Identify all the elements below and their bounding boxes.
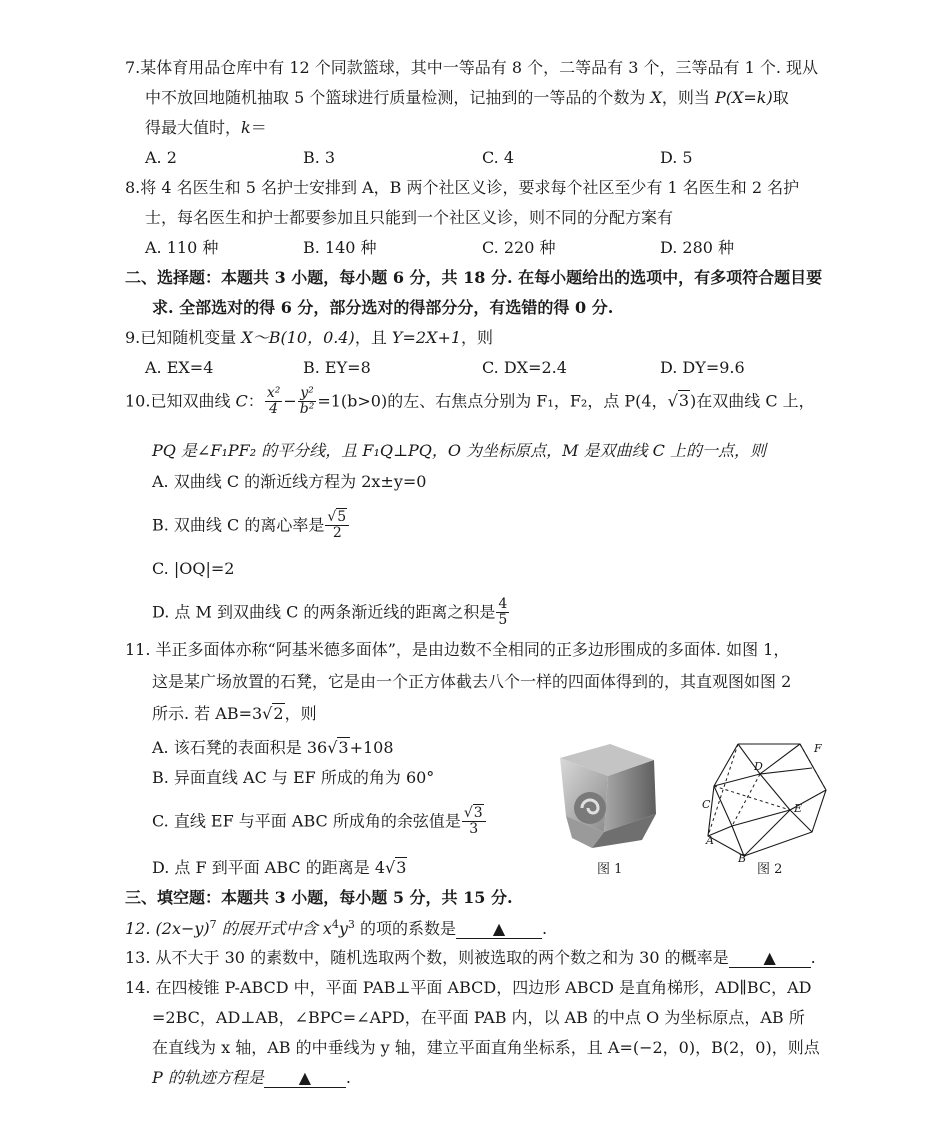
q9-option-c: C. DX=2.4 xyxy=(482,358,567,377)
q11-option-d-text: D. 点 F 到平面 ABC 的距离是 4 xyxy=(152,858,385,877)
q10-option-b-text: B. 双曲线 C 的离心率是 xyxy=(152,515,325,535)
q7-x: X xyxy=(650,88,662,107)
q8-line2: 士，每名医生和护士都要参加且只能到一个社区义诊，则不同的分配方案有 xyxy=(145,208,674,227)
q10-frac-x-den: 4 xyxy=(269,401,279,418)
q8-option-b: B. 140 种 xyxy=(303,238,377,257)
q10-tail: )在双曲线 C 上， xyxy=(690,391,815,411)
q7-line2a: 中不放回地随机抽取 5 个篮球进行质量检测，记抽到的一等品的个数为 xyxy=(145,88,651,107)
q7-line2b: ，则当 xyxy=(661,88,715,107)
q10-option-b-frac xyxy=(325,510,349,542)
q7-option-c: C. 4 xyxy=(482,148,515,167)
q11-option-a-text: A. 该石凳的表面积是 36 xyxy=(152,738,328,757)
q7-k: k xyxy=(241,118,251,137)
q7-line2c: 取 xyxy=(772,88,789,107)
q11-line3 xyxy=(152,704,317,723)
q10-option-b-sqrt: 5 xyxy=(337,509,347,525)
q9-stem xyxy=(125,328,493,347)
q7-line2 xyxy=(145,88,789,107)
q11-option-c-frac xyxy=(462,806,486,838)
q9-rel: Y=2X+1 xyxy=(391,328,462,347)
figure2-cuboctahedron-diagram xyxy=(702,740,832,862)
q12-exp7: 7 xyxy=(209,918,217,931)
q12-text-c: y xyxy=(338,919,348,938)
q14-line2: =2BC，AD⊥AB，∠BPC=∠APD，在平面 PAB 内，以 AB 的中点 O 为坐标原点，AB 所 xyxy=(152,1008,805,1027)
q11-option-b: B. 异面直线 AC 与 EF 所成的角为 60° xyxy=(152,768,435,787)
q9-dist: X～B(10，0.4) xyxy=(241,328,355,347)
q13-answer-blank[interactable]: ▲ xyxy=(729,948,811,968)
q11-option-a-sqrt-symbol: √ xyxy=(327,738,338,757)
q9-option-a: A. EX=4 xyxy=(145,358,214,377)
q9-stem-c: ，则 xyxy=(461,328,494,347)
q10-sqrt-symbol: √ xyxy=(667,391,678,411)
q12-exp4: 4 xyxy=(331,918,339,931)
q10-c: C xyxy=(235,391,248,411)
q10-option-d xyxy=(152,597,510,629)
figure1-stone-stool-photo xyxy=(552,740,664,858)
q12-answer-blank[interactable]: ▲ xyxy=(456,919,542,939)
fig2-edge-dc xyxy=(714,774,760,786)
q10-line2: PQ 是∠F₁PF₂ 的平分线，且 F₁Q⊥PQ，O 为坐标原点，M 是双曲线 C 上的一点，则 xyxy=(152,441,766,460)
q9-option-d: D. DY=9.6 xyxy=(660,358,745,377)
fig2-label-d: D xyxy=(754,760,763,773)
q11-line3-sqrt-symbol: √ xyxy=(262,704,273,723)
section2-heading-line2: 求. 全部选对的得 6 分，部分选对的得部分分，有选错的得 0 分. xyxy=(152,298,614,317)
section3-heading: 三、填空题：本题共 3 小题，每小题 5 分，共 15 分. xyxy=(125,888,513,907)
q10-minus: − xyxy=(283,391,297,411)
q7-line3b: ＝ xyxy=(250,118,267,137)
q10-frac-y-den: b² xyxy=(299,401,315,418)
section2-heading-line1: 二、选择题：本题共 3 小题，每小题 6 分，共 18 分. 在每小题给出的选项中，有多项符合题目要 xyxy=(125,268,823,287)
q10-option-b-sqrt-symbol: √ xyxy=(327,509,337,525)
q9-option-b: B. EY=8 xyxy=(303,358,371,377)
q11-option-c-den: 3 xyxy=(469,821,479,838)
q7-pexpr: P(X=k) xyxy=(714,88,773,107)
stool-emblem xyxy=(574,792,606,824)
q12-stem xyxy=(125,918,547,939)
q11-option-d-sqrt: 3 xyxy=(396,858,407,877)
q11-option-a xyxy=(152,738,394,757)
q10-sqrt3: 3 xyxy=(678,391,689,411)
fig2-edge-de xyxy=(760,774,790,810)
q13-end: . xyxy=(810,948,816,967)
q14-line4 xyxy=(152,1068,351,1088)
q14-line4-text: P 的轨迹方程是 xyxy=(152,1068,264,1087)
q11-option-c-sqrt-symbol: √ xyxy=(463,805,473,821)
fig2-label-a: A xyxy=(706,834,714,847)
q9-stem-b: ，且 xyxy=(354,328,392,347)
q10-stem xyxy=(125,386,815,418)
q13-stem xyxy=(125,948,816,968)
q10-option-b-num xyxy=(325,510,349,526)
q10-frac-y-num: y² xyxy=(298,386,317,402)
q11-option-d-sqrt-symbol: √ xyxy=(385,858,396,877)
q11-line3a: 所示. 若 AB=3 xyxy=(152,704,263,723)
fig2-hidden-2 xyxy=(800,744,826,790)
q12-end: . xyxy=(542,919,548,938)
q7-line3a: 得最大值时， xyxy=(145,118,242,137)
q11-option-c-text: C. 直线 EF 与平面 ABC 所成角的余弦值是 xyxy=(152,811,461,831)
fig2-edge-top xyxy=(738,744,800,774)
q8-option-c: C. 220 种 xyxy=(482,238,556,257)
figure2-caption: 图 2 xyxy=(757,862,783,877)
fig2-label-c: C xyxy=(702,798,711,811)
q13-text: 13. 从不大于 30 的素数中，随机选取两个数，则被选取的两个数之和为 30 的概率是 xyxy=(125,948,729,967)
q10-option-d-frac xyxy=(496,597,509,629)
q9-stem-a: 9.已知随机变量 xyxy=(125,328,242,347)
q10-frac-x xyxy=(265,386,283,418)
q10-option-d-den: 5 xyxy=(498,612,508,629)
q8-line1: 8.将 4 名医生和 5 名护士安排到 A，B 两个社区义诊，要求每个社区至少有 1 名医生和 2 名护 xyxy=(125,178,800,197)
q10-option-b xyxy=(152,510,350,542)
q10-option-d-num: 4 xyxy=(498,596,508,612)
q10-option-b-den: 2 xyxy=(332,525,342,542)
fig2-hidden-ce xyxy=(714,786,790,810)
q14-answer-blank[interactable]: ▲ xyxy=(264,1068,346,1088)
q12-exp3: 3 xyxy=(347,918,355,931)
q14-end: . xyxy=(345,1068,351,1087)
q12-text-b: 的展开式中含 x xyxy=(216,919,332,938)
q7-option-b: B. 3 xyxy=(303,148,336,167)
fig2-edge-cab xyxy=(714,786,744,856)
q11-option-d xyxy=(152,858,407,877)
figure1-caption: 图 1 xyxy=(597,862,623,877)
q7-line3 xyxy=(145,118,267,137)
fig2-edge-df xyxy=(760,768,812,774)
q7-line1: 7.某体育用品仓库中有 12 个同款篮球，其中一等品有 8 个，二等品有 3 个，三等品有 1 个. 现从 xyxy=(125,58,819,77)
q10-eq: =1(b>0)的左、右焦点分别为 F₁，F₂，点 P(4， xyxy=(317,391,668,411)
fig2-hidden-da xyxy=(732,774,760,826)
q10-option-d-text: D. 点 M 到双曲线 C 的两条渐近线的距离之积是 xyxy=(152,602,496,622)
q7-option-a: A. 2 xyxy=(145,148,177,167)
q11-option-a-tail: +108 xyxy=(349,738,394,757)
fig2-label-f: F xyxy=(814,742,822,755)
q10-frac-x-num: x² xyxy=(266,385,281,401)
q11-line2: 这是某广场放置的石凳，它是由一个正方体截去八个一样的四面体得到的，其直观图如图 2 xyxy=(152,672,792,691)
fig2-label-e: E xyxy=(794,802,803,815)
q14-line3: 在直线为 x 轴，AB 的中垂线为 y 轴，建立平面直角坐标系，且 A=(−2，0)，B(2，0)，则点 xyxy=(152,1038,820,1057)
q7-option-d: D. 5 xyxy=(660,148,693,167)
q11-option-a-sqrt: 3 xyxy=(338,738,349,757)
q11-option-c-sqrt: 3 xyxy=(473,805,483,821)
q12-text-d: 的项的系数是 xyxy=(354,919,457,938)
q11-line3-sqrt: 2 xyxy=(273,704,284,723)
q8-option-a: A. 110 种 xyxy=(145,238,219,257)
q12-text-a: 12. (2x−y) xyxy=(125,919,210,938)
q11-line1: 11. 半正多面体亦称“阿基米德多面体”，是由边数不全相同的正多边形围成的多面体. 如图 1， xyxy=(125,640,790,659)
q10-colon: ： xyxy=(247,391,264,411)
q10-option-c: C. |OQ|=2 xyxy=(152,559,235,578)
q10-prefix: 10.已知双曲线 xyxy=(125,391,236,411)
q10-option-a: A. 双曲线 C 的渐近线方程为 2x±y=0 xyxy=(152,472,427,491)
q11-option-c-num xyxy=(462,806,486,822)
q11-line3b: ，则 xyxy=(284,704,317,723)
q14-line1: 14. 在四棱锥 P-ABCD 中，平面 PAB⊥平面 ABCD，四边形 ABCD 是直角梯形，AD∥BC，AD xyxy=(125,978,812,997)
q10-frac-y xyxy=(298,386,317,418)
fig2-label-b: B xyxy=(738,852,747,862)
q8-option-d: D. 280 种 xyxy=(660,238,735,257)
q11-option-c xyxy=(152,806,487,838)
